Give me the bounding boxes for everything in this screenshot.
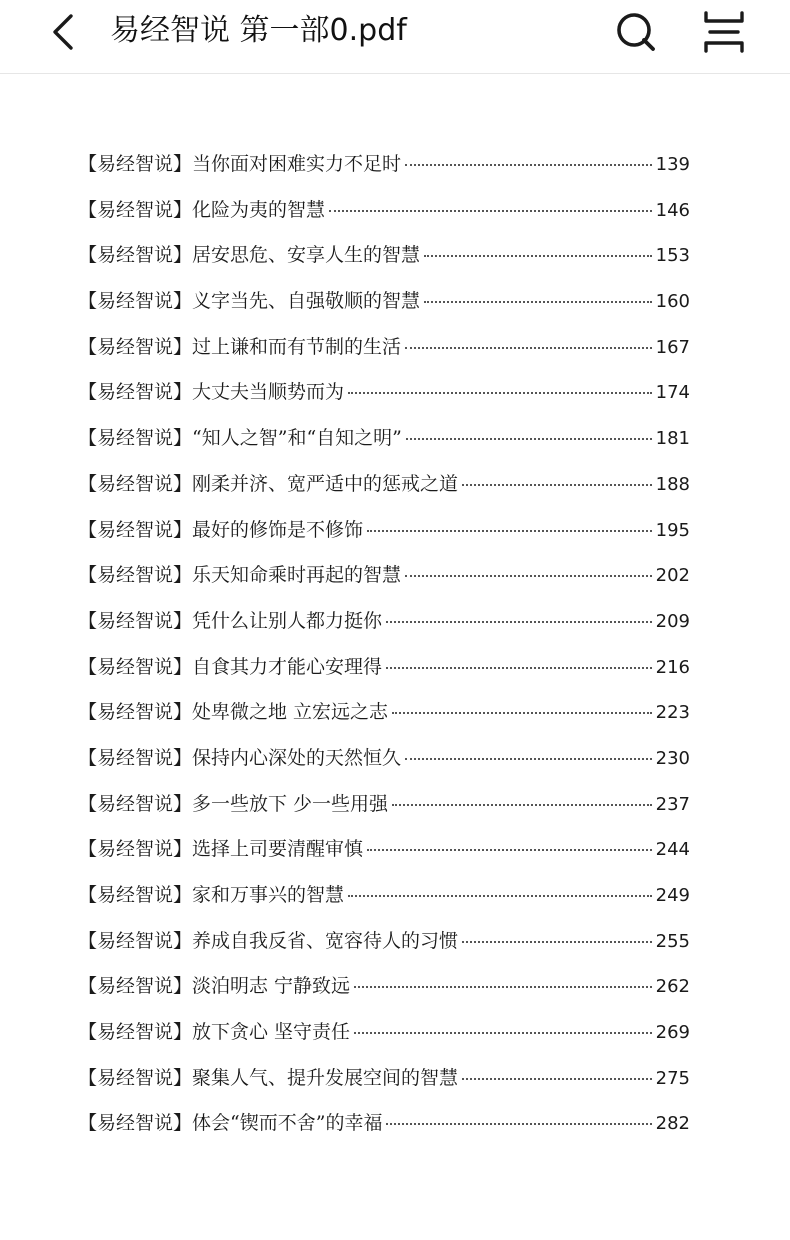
- toc-entry-title: 最好的修饰是不修饰: [192, 518, 364, 541]
- document-title: 易经智说 第一部0.pdf: [110, 13, 407, 48]
- toc-entry-page-number: 160: [655, 291, 690, 313]
- pdf-page: [0, 75, 790, 1240]
- toc-entry[interactable]: [78, 652, 690, 698]
- toc-entry-page-number: 167: [655, 336, 690, 358]
- toc-entry-page-number: 146: [655, 199, 690, 221]
- toc-entry-title: 家和万事兴的智慧: [192, 884, 345, 906]
- toc-entry-title: 居安思危、安享人生的智慧: [192, 244, 421, 267]
- toc-entry-title: 义字当先、自强敬顺的智慧: [192, 290, 421, 313]
- toc-entry-title: “知人之智”和“自知之明”: [192, 427, 402, 450]
- toc-entry-title: 放下贪心 坚守责任: [192, 1021, 351, 1044]
- toc-entry-page-number: 269: [655, 1022, 690, 1044]
- toc-entry-page-number: 275: [655, 1067, 690, 1089]
- toc-entry-series: 【易经智说】: [78, 701, 193, 724]
- toc-entry[interactable]: [78, 1108, 690, 1154]
- dot-leader: [367, 849, 652, 851]
- toc-entry[interactable]: [78, 697, 690, 743]
- toc-entry-series: 【易经智说】: [78, 1021, 193, 1044]
- toc-entry-series: 【易经智说】: [78, 427, 193, 450]
- toc-entry-series: 【易经智说】: [78, 564, 193, 587]
- dot-leader: [354, 1032, 652, 1034]
- toc-entry-title: 过上谦和而有节制的生活: [192, 335, 402, 358]
- toc-entry-series: 【易经智说】: [78, 153, 193, 175]
- toc-entry[interactable]: [78, 789, 690, 835]
- toc-entry[interactable]: [78, 1063, 690, 1109]
- dot-leader: [424, 255, 652, 257]
- toc-entry[interactable]: [78, 377, 690, 423]
- toc-entry[interactable]: [78, 149, 690, 195]
- toc-entry-page-number: 282: [655, 1113, 690, 1135]
- dot-leader: [392, 712, 652, 714]
- dot-leader: [462, 1078, 652, 1080]
- toc-entry-series: 【易经智说】: [78, 975, 193, 998]
- dot-leader: [405, 575, 652, 577]
- toc-entry-title: 乐天知命乘时再起的智慧: [192, 564, 402, 587]
- dot-leader: [405, 164, 652, 166]
- page-layout-button[interactable]: [700, 8, 748, 56]
- page-layout-icon: [701, 9, 747, 55]
- toc-entry-page-number: 139: [655, 154, 690, 175]
- toc-entry-page-number: 209: [655, 610, 690, 632]
- toc-entry-series: 【易经智说】: [78, 609, 193, 632]
- toc-entry-title: 化险为夷的智慧: [192, 198, 326, 221]
- toc-entry[interactable]: [78, 1017, 690, 1063]
- toc-entry-page-number: 255: [655, 930, 690, 952]
- search-button[interactable]: [612, 8, 660, 56]
- toc-entry[interactable]: [78, 286, 690, 332]
- toc-entry-title: 淡泊明志 宁静致远: [192, 975, 351, 998]
- toc-entry-series: 【易经智说】: [78, 518, 193, 541]
- toc-entry-page-number: 188: [655, 473, 690, 495]
- toc-entry-series: 【易经智说】: [78, 929, 193, 952]
- toc-entry-page-number: 174: [655, 382, 690, 404]
- top-toolbar: [0, 0, 790, 74]
- toc-entry-series: 【易经智说】: [78, 838, 193, 861]
- toc-entry-series: 【易经智说】: [78, 746, 193, 769]
- dot-leader: [367, 530, 652, 532]
- chevron-left-icon: [47, 12, 81, 52]
- toc-entry-page-number: 237: [655, 793, 690, 815]
- toc-entry-series: 【易经智说】: [78, 1112, 193, 1135]
- toc-entry[interactable]: [78, 423, 690, 469]
- toc-entry-title: 多一些放下 少一些用强: [192, 792, 389, 815]
- dot-leader: [462, 484, 652, 486]
- toc-entry[interactable]: [78, 195, 690, 241]
- toc-entry-title: 当你面对困难实力不足时: [192, 153, 402, 175]
- toc-entry-series: 【易经智说】: [78, 884, 193, 906]
- toc-entry[interactable]: [78, 926, 690, 972]
- toc-entry-page-number: 195: [655, 519, 690, 541]
- toc-entry-series: 【易经智说】: [78, 655, 193, 678]
- toc-entry[interactable]: [78, 606, 690, 652]
- toc-entry[interactable]: [78, 880, 690, 926]
- dot-leader: [424, 301, 652, 303]
- toc-entry[interactable]: [78, 515, 690, 561]
- toc-entry[interactable]: [78, 469, 690, 515]
- toc-entry-title: 体会“锲而不舍”的幸福: [192, 1112, 383, 1135]
- toc-entry-page-number: 262: [655, 976, 690, 998]
- table-of-contents: [78, 149, 690, 1154]
- toc-entry-title: 自食其力才能心安理得: [192, 655, 383, 678]
- toc-entry-page-number: 181: [655, 428, 690, 450]
- toc-entry-page-number: 230: [655, 747, 690, 769]
- toc-entry-title: 刚柔并济、宽严适中的惩戒之道: [192, 472, 459, 495]
- dot-leader: [405, 758, 652, 760]
- toc-entry-title: 大丈夫当顺势而为: [192, 381, 345, 404]
- toc-entry-title: 保持内心深处的天然恒久: [192, 746, 402, 769]
- toc-entry-series: 【易经智说】: [78, 198, 193, 221]
- dot-leader: [329, 210, 652, 212]
- toc-entry-series: 【易经智说】: [78, 335, 193, 358]
- dot-leader: [348, 895, 652, 897]
- dot-leader: [405, 347, 652, 349]
- toc-entry-page-number: 216: [655, 656, 690, 678]
- toc-entry-series: 【易经智说】: [78, 290, 193, 313]
- toc-entry-series: 【易经智说】: [78, 472, 193, 495]
- dot-leader: [354, 986, 652, 988]
- toc-entry[interactable]: [78, 834, 690, 880]
- dot-leader: [392, 804, 652, 806]
- toc-entry[interactable]: [78, 240, 690, 286]
- dot-leader: [406, 438, 652, 440]
- back-button[interactable]: [40, 8, 88, 56]
- toc-entry-page-number: 223: [655, 702, 690, 724]
- toc-entry-series: 【易经智说】: [78, 792, 193, 815]
- dot-leader: [348, 392, 652, 394]
- toc-entry-page-number: 244: [655, 839, 690, 861]
- toc-entry[interactable]: [78, 743, 690, 789]
- toc-entry-series: 【易经智说】: [78, 1066, 193, 1089]
- toc-entry[interactable]: [78, 560, 690, 606]
- toc-entry[interactable]: [78, 971, 690, 1017]
- toc-entry-title: 养成自我反省、宽容待人的习惯: [192, 929, 459, 952]
- dot-leader: [462, 941, 652, 943]
- toc-entry-series: 【易经智说】: [78, 381, 193, 404]
- toc-entry[interactable]: [78, 332, 690, 378]
- toc-entry-page-number: 202: [655, 565, 690, 587]
- toc-entry-page-number: 153: [655, 245, 690, 267]
- toc-entry-title: 选择上司要清醒审慎: [192, 838, 364, 861]
- toc-entry-title: 聚集人气、提升发展空间的智慧: [192, 1066, 459, 1089]
- dot-leader: [386, 667, 652, 669]
- toc-entry-title: 凭什么让别人都力挺你: [192, 609, 383, 632]
- dot-leader: [386, 621, 652, 623]
- toc-entry-title: 处卑微之地 立宏远之志: [192, 701, 389, 724]
- toc-entry-page-number: 249: [655, 885, 690, 906]
- toc-entry-series: 【易经智说】: [78, 244, 193, 267]
- dot-leader: [386, 1123, 651, 1125]
- search-icon: [613, 9, 659, 55]
